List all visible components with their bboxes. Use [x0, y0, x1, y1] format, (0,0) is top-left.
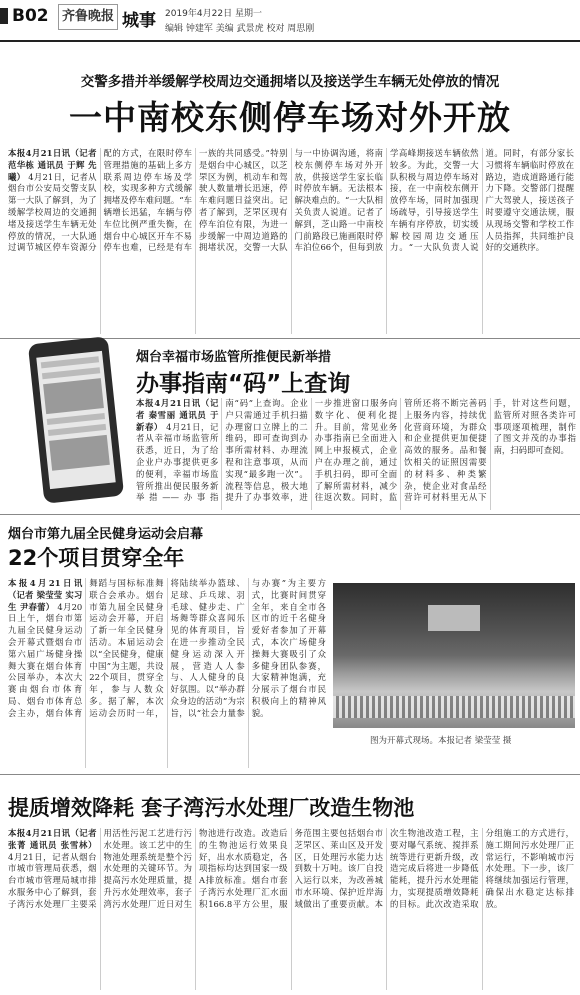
header-marker: [0, 8, 8, 24]
editor-credits: 编辑 钟建军 美编 武景虎 校对 周思刚: [165, 24, 315, 34]
story1-byline: 本报4月21日讯（记者 范华栋 通讯员 于辉 先曦）: [8, 148, 97, 182]
divider-2: [0, 514, 580, 515]
story3-body: [8, 578, 326, 768]
story2-text: 4月21日，记者从幸福市场监管所获悉，近日，为了给企业户办事提供更多的便利，幸福市场监管所推出便民服务新举措——办事指南“码”上查询。企业户只需通过手机扫描办理窗口立牌上的二维码，即可查询到办事所需材料、办理流程和注意事项，从而实现“最多跑一次”。流程等信息，极大地提升了办事效率，进一步推进窗口服务向数字化、便利化提升。目前，常见业务办事指南已全面进入网上申报模式，企业户在办理之前，通过手机扫码，即可全面了解所需材料，减少往返次数。同时，监管所还将不断完善码上服务内容，持续优化营商环境，为群众和企业提供更加便捷高效的服务。品和餐饮相关的证照因需要的材料多、种类繁杂，使企业对食品经营许可材料里无从下手，针对这些问题，监管所对照各类许可事项逐项梳理，制作了图文并茂的办事指南，扫码即可查阅。: [136, 398, 576, 503]
divider-3: [0, 774, 580, 775]
section-name: 城事: [122, 11, 156, 31]
story3-text: 4月20日上午，烟台市第九届全民健身运动会开幕式暨烟台市第六届广场健身操舞大赛在烟台体育公园举办，本次大赛由烟台市体育局、烟台市体育总会主办，烟台体育舞蹈与国标标准舞联合会承办。烟台市第九届全民健身运动会开幕，开启了新一年全民健身活动。本届运动会以“全民健身，健康中国”为主题，共设22个项目，贯穿全年，参与人数众多。据了解，本次运动会历时一年，将陆续举办篮球、足球、乒乓球、羽毛球、健步走、广场舞等群众喜闻乐见的体育项目，旨在进一步推动全民健身运动深入开展，营造人人参与、人人健身的良好氛围。以“举办群众身边的活动”为宗旨，以“社会力量参与办赛”为主要方式，比赛时间贯穿全年，来自全市各区市的近千名健身爱好者参加了开幕式，本次广场健身操舞大赛吸引了众多健身团队参赛，大家精神饱满，充分展示了烟台市民积极向上的精神风貌。: [8, 578, 326, 718]
story3-headline: 22个项目贯穿全年: [8, 546, 185, 570]
story4-headline: 提质增效降耗 套子湾污水处理厂改造生物池: [8, 796, 415, 820]
header-rule: [0, 40, 580, 42]
story4-byline: 本报4月21日讯（记者 张菁 通讯员 张雪林）: [8, 828, 97, 850]
story1-body: [8, 148, 574, 334]
phone-image: [28, 336, 124, 503]
page-header: [0, 0, 580, 40]
story4-body: [8, 828, 574, 990]
story2-headline: 办事指南“码”上查询: [136, 371, 351, 397]
page-number: B02: [12, 6, 49, 26]
event-photo: [333, 583, 575, 728]
story4-text: 4月21日，记者从烟台市城市管理局获悉，烟台市城市管理局城市排水服务中心了解到，套子湾污水处理厂主要采用活性污泥工艺进行污水处理。该工艺中的生物池处理系统是整个污水处理的关键环节。为提高污水处理质量，提升污水处理效率，套子湾污水处理厂近日对生物池进行改造。改造后的生物池运行效果良好，出水水质稳定，各项指标均达到国家一级A排放标准。烟台市套子湾污水处理厂汇水面积166.8平方公里，服务范围主要包括烟台市芝罘区、莱山区及开发区，日处理污水能力达到数十万吨。该厂自投入运行以来，为改善城市水环境、保护近岸海域做出了重要贡献。本次生物池改造工程，主要对曝气系统、搅拌系统等进行更新升级，改造完成后将进一步降低能耗，提升污水处理能力，实现提质增效降耗的目标。此次改造采取分组施工的方式进行，施工期间污水处理厂正常运行，不影响城市污水处理。下一步，该厂将继续加强运行管理，确保出水稳定达标排放。: [8, 828, 574, 909]
story1-kicker: 交警多措并举缓解学校周边交通拥堵以及接送学生车辆无处停放的情况: [80, 74, 500, 90]
story1-text: 4月21日，记者从烟台市公安局交警支队第一大队了解到，为了缓解学校周边的交通拥堵及接送学生车辆无处停放的情况，一大队通过调节城区停车资源分配的方式，在限时停车管理措施的基础上多方联系周边停车场及学校，实现多种方式缓解拥堵及停车难问题。“车辆增长迅猛，车辆与停车位比例严重失衡，在烟台中心城区开车不易停车也难，已经是有车一族的共同感受。”特别是烟台中心城区，以芝罘区为例，机动车和驾驶人数量增长迅速，停车难问题日益突出。记者了解到，芝罘区现有停车泊位有限，为进一步缓解一中周边道路的拥堵状况，交警一大队与一中协调沟通，将南校东侧停车场对外开放，供接送学生家长临时停放车辆。无法根本解决难点的。“一大队相关负责人说道。记者了解到，芝山路一中南校门前路段已施画限时停车泊位66个，但每到放学高峰期接送车辆依然较多。为此，交警一大队积极与周边停车场对接，在一中南校东侧开放停车场，同时加强现场疏导，引导接送学生车辆有序停放，切实缓解校园周边交通压力。“一大队负责人说道。同时，有部分家长习惯将车辆临时停放在路边，造成道路通行能力下降。交警部门提醒广大驾驶人，接送孩子时要遵守交通法规，服从现场交警和学校工作人员指挥，共同维护良好的交通秩序。: [8, 148, 574, 253]
story2-body: [136, 398, 576, 510]
story2-kicker: 烟台幸福市场监管所推便民新举措: [136, 350, 332, 365]
story1-headline: 一中南校东侧停车场对外开放: [69, 98, 511, 137]
story3-byline: 本报4月21日讯（记者 梁莹莹 实习生 尹春蕾）: [8, 578, 83, 612]
newspaper-logo: 齐鲁晚报: [58, 4, 118, 30]
story2-byline: 本报4月21日讯（记者 秦雪丽 通讯员 于新春）: [136, 398, 219, 432]
photo-caption: 图为开幕式现场。本报记者 梁莹莹 摄: [370, 736, 512, 746]
story3-kicker: 烟台市第九届全民健身运动会启幕: [8, 527, 204, 542]
issue-date: 2019年4月22日 星期一: [165, 9, 262, 19]
